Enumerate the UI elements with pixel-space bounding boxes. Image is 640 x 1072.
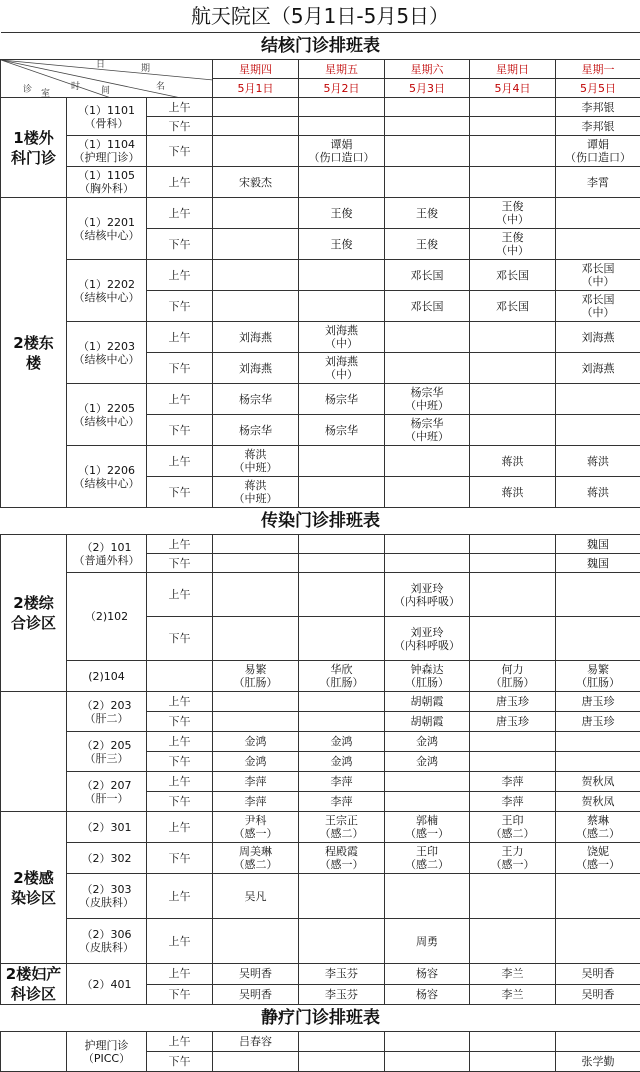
doctor-cell	[556, 1032, 640, 1052]
doctor-cell	[385, 477, 470, 508]
doctor-cell: 王俊	[385, 198, 470, 229]
section-title: 结核门诊排班表	[1, 33, 640, 60]
doctor-cell: 胡朝霞	[385, 712, 470, 732]
doctor-cell: 李邦银	[556, 117, 640, 136]
doctor-cell	[385, 322, 470, 353]
doctor-cell: 魏国	[556, 535, 640, 554]
doctor-cell	[213, 1052, 299, 1072]
doctor-cell: 王俊 （中）	[470, 198, 556, 229]
doctor-cell	[385, 772, 470, 792]
time-slot: 上午	[147, 384, 213, 415]
doctor-cell: 邓长国 （中）	[556, 291, 640, 322]
doctor-cell	[299, 98, 385, 117]
doctor-cell	[299, 1032, 385, 1052]
doctor-cell: 吴明香	[556, 984, 640, 1005]
time-slot: 下午	[147, 1052, 213, 1072]
doctor-cell: 蒋洪	[470, 446, 556, 477]
doctor-cell	[213, 919, 299, 964]
header-corner-label: 间	[101, 86, 110, 96]
room-label: （2）301	[67, 812, 147, 843]
doctor-cell	[556, 384, 640, 415]
doctor-cell: 刘海燕	[213, 353, 299, 384]
room-label: （2）203 （肝二）	[67, 692, 147, 732]
doctor-cell: 周勇	[385, 919, 470, 964]
doctor-cell: 杨宗华 （中班）	[385, 415, 470, 446]
weekday-header: 星期五	[299, 60, 385, 79]
time-slot: 上午	[147, 167, 213, 198]
time-slot: 上午	[147, 812, 213, 843]
doctor-cell	[470, 136, 556, 167]
doctor-cell	[213, 229, 299, 260]
time-slot: 下午	[147, 229, 213, 260]
time-slot: 下午	[147, 984, 213, 1005]
doctor-cell: 刘亚玲 （内科呼吸）	[385, 617, 470, 661]
doctor-cell	[556, 752, 640, 772]
doctor-cell	[470, 752, 556, 772]
time-slot: 下午	[147, 554, 213, 573]
header-corner-label: 诊	[23, 85, 32, 95]
room-label: （2）303 （皮肤科）	[67, 874, 147, 919]
doctor-cell	[470, 1052, 556, 1072]
doctor-cell	[556, 732, 640, 752]
area-label	[1, 692, 67, 812]
weekday-header: 星期六	[385, 60, 470, 79]
time-slot: 上午	[147, 573, 213, 617]
doctor-cell: 李萍	[213, 792, 299, 812]
doctor-cell: 谭娟 （伤口造口）	[556, 136, 640, 167]
doctor-cell: 何力 （肛肠）	[470, 661, 556, 692]
time-slot: 下午	[147, 136, 213, 167]
room-label: （1）2202 （结核中心）	[67, 260, 147, 322]
doctor-cell: 吴明香	[213, 964, 299, 985]
doctor-cell: 蒋洪 （中班）	[213, 446, 299, 477]
time-slot: 下午	[147, 353, 213, 384]
header-corner-label: 时	[71, 82, 80, 92]
doctor-cell	[470, 384, 556, 415]
doctor-cell	[385, 98, 470, 117]
doctor-cell: 易繁 （肛肠）	[556, 661, 640, 692]
doctor-cell	[213, 260, 299, 291]
doctor-cell	[299, 712, 385, 732]
doctor-cell: 刘海燕	[213, 322, 299, 353]
room-label: （1）2206 （结核中心）	[67, 446, 147, 508]
doctor-cell: 刘亚玲 （内科呼吸）	[385, 573, 470, 617]
weekday-header: 星期四	[213, 60, 299, 79]
weekday-header: 星期一	[556, 60, 640, 79]
doctor-cell: 郭楠 （感一）	[385, 812, 470, 843]
doctor-cell: 王力 （感一）	[470, 843, 556, 874]
time-slot: 下午	[147, 712, 213, 732]
doctor-cell: 贺秋凤	[556, 772, 640, 792]
header-corner	[1, 60, 213, 98]
header-corner-label: 室	[41, 89, 50, 98]
doctor-cell: 金鸿	[299, 732, 385, 752]
doctor-cell: 钟森达 （肛肠）	[385, 661, 470, 692]
time-slot: 上午	[147, 772, 213, 792]
room-label: （1）1105 （胸外科）	[67, 167, 147, 198]
doctor-cell	[470, 1032, 556, 1052]
doctor-cell	[556, 198, 640, 229]
section-title: 传染门诊排班表	[1, 508, 640, 535]
doctor-cell: 李邦银	[556, 98, 640, 117]
room-label: （2)102	[67, 573, 147, 661]
doctor-cell	[385, 167, 470, 198]
doctor-cell: 吴明香	[213, 984, 299, 1005]
doctor-cell: 吴凡	[213, 874, 299, 919]
time-slot: 下午	[147, 752, 213, 772]
doctor-cell	[385, 353, 470, 384]
doctor-cell: 杨容	[385, 964, 470, 985]
doctor-cell: 杨宗华	[213, 415, 299, 446]
doctor-cell: 王印 （感二）	[470, 812, 556, 843]
doctor-cell	[213, 98, 299, 117]
doctor-cell: 刘海燕 （中）	[299, 353, 385, 384]
room-label: （2）205 （肝三）	[67, 732, 147, 772]
room-label: 护理门诊 （PICC）	[67, 1032, 147, 1072]
doctor-cell: 李兰	[470, 984, 556, 1005]
header-corner-label: 期	[141, 64, 150, 74]
doctor-cell: 邓长国	[385, 260, 470, 291]
doctor-cell	[299, 554, 385, 573]
doctor-cell	[299, 1052, 385, 1072]
doctor-cell: 杨宗华	[299, 384, 385, 415]
doctor-cell: 李霄	[556, 167, 640, 198]
room-label: （2）306 （皮肤科）	[67, 919, 147, 964]
doctor-cell	[213, 573, 299, 617]
time-slot: 下午	[147, 477, 213, 508]
date-header: 5月3日	[385, 79, 470, 98]
doctor-cell: 王俊 （中）	[470, 229, 556, 260]
doctor-cell: 魏国	[556, 554, 640, 573]
area-label: 2楼综 合诊区	[1, 535, 67, 692]
doctor-cell: 李兰	[470, 964, 556, 985]
doctor-cell	[556, 617, 640, 661]
doctor-cell	[299, 117, 385, 136]
doctor-cell: 蒋洪	[470, 477, 556, 508]
time-slot: 上午	[147, 874, 213, 919]
time-slot: 下午	[147, 617, 213, 661]
doctor-cell	[299, 167, 385, 198]
doctor-cell: 金鸿	[385, 732, 470, 752]
doctor-cell: 吕春容	[213, 1032, 299, 1052]
time-slot: 上午	[147, 322, 213, 353]
doctor-cell: 唐玉珍	[470, 692, 556, 712]
doctor-cell: 贺秋凤	[556, 792, 640, 812]
doctor-cell	[470, 732, 556, 752]
header-corner-label: 日	[96, 60, 105, 70]
doctor-cell	[213, 692, 299, 712]
doctor-cell: 李玉芬	[299, 964, 385, 985]
time-slot: 下午	[147, 117, 213, 136]
date-header: 5月4日	[470, 79, 556, 98]
doctor-cell: 华欣 （肛肠）	[299, 661, 385, 692]
doctor-cell	[470, 573, 556, 617]
room-label: （1）1104 （护理门诊）	[67, 136, 147, 167]
doctor-cell: 李萍	[470, 792, 556, 812]
room-label: （2）302	[67, 843, 147, 874]
doctor-cell	[556, 874, 640, 919]
doctor-cell: 周美琳 （感二）	[213, 843, 299, 874]
doctor-cell: 刘海燕	[556, 322, 640, 353]
doctor-cell	[213, 554, 299, 573]
time-slot: 下午	[147, 415, 213, 446]
time-slot: 上午	[147, 692, 213, 712]
room-label: (2)104	[67, 661, 147, 692]
time-slot: 下午	[147, 291, 213, 322]
doctor-cell: 谭娟 （伤口造口）	[299, 136, 385, 167]
time-slot	[147, 661, 213, 692]
page-title: 航天院区（5月1日-5月5日）	[0, 0, 640, 32]
doctor-cell	[556, 573, 640, 617]
doctor-cell	[385, 117, 470, 136]
area-label: 2楼感 染诊区	[1, 812, 67, 964]
time-slot: 上午	[147, 964, 213, 985]
date-header: 5月5日	[556, 79, 640, 98]
doctor-cell: 宋毅杰	[213, 167, 299, 198]
doctor-cell: 邓长国	[470, 260, 556, 291]
doctor-cell	[470, 353, 556, 384]
doctor-cell	[299, 573, 385, 617]
doctor-cell	[470, 874, 556, 919]
doctor-cell	[213, 712, 299, 732]
time-slot: 上午	[147, 732, 213, 752]
doctor-cell: 蔡琳 （感二）	[556, 812, 640, 843]
doctor-cell: 邓长国	[470, 291, 556, 322]
doctor-cell: 唐玉珍	[470, 712, 556, 732]
room-label: （2）101 （普通外科）	[67, 535, 147, 573]
date-header: 5月2日	[299, 79, 385, 98]
schedule-table	[0, 32, 640, 1072]
doctor-cell: 王宗正 （感二）	[299, 812, 385, 843]
doctor-cell	[556, 229, 640, 260]
area-label: 2楼东 楼	[1, 198, 67, 508]
doctor-cell	[299, 291, 385, 322]
doctor-cell	[213, 117, 299, 136]
doctor-cell: 张学勤	[556, 1052, 640, 1072]
doctor-cell: 尹科 （感一）	[213, 812, 299, 843]
doctor-cell: 杨宗华 （中班）	[385, 384, 470, 415]
doctor-cell	[213, 136, 299, 167]
area-label: 1楼外 科门诊	[1, 98, 67, 198]
doctor-cell	[385, 1032, 470, 1052]
room-label: （2）207 （肝一）	[67, 772, 147, 812]
area-label: 2楼妇产 科诊区	[1, 964, 67, 1005]
doctor-cell: 唐玉珍	[556, 712, 640, 732]
doctor-cell: 杨宗华	[299, 415, 385, 446]
doctor-cell	[385, 554, 470, 573]
header-corner-label: 名	[156, 82, 165, 92]
doctor-cell	[470, 98, 556, 117]
room-label: （1）2203 （结核中心）	[67, 322, 147, 384]
doctor-cell	[213, 535, 299, 554]
doctor-cell: 杨容	[385, 984, 470, 1005]
doctor-cell: 唐玉珍	[556, 692, 640, 712]
time-slot: 上午	[147, 98, 213, 117]
time-slot: 上午	[147, 446, 213, 477]
area-label	[1, 1032, 67, 1072]
time-slot: 下午	[147, 843, 213, 874]
doctor-cell	[299, 617, 385, 661]
doctor-cell: 金鸿	[299, 752, 385, 772]
doctor-cell	[556, 919, 640, 964]
doctor-cell	[470, 554, 556, 573]
doctor-cell	[299, 260, 385, 291]
room-label: （1）2201 （结核中心）	[67, 198, 147, 260]
doctor-cell: 李萍	[299, 772, 385, 792]
doctor-cell: 王印 （感二）	[385, 843, 470, 874]
doctor-cell: 胡朝霞	[385, 692, 470, 712]
doctor-cell: 蒋洪	[556, 477, 640, 508]
doctor-cell: 刘海燕 （中）	[299, 322, 385, 353]
time-slot: 上午	[147, 198, 213, 229]
doctor-cell: 程殿霞 （感一）	[299, 843, 385, 874]
doctor-cell	[213, 291, 299, 322]
doctor-cell	[385, 792, 470, 812]
doctor-cell: 李玉芬	[299, 984, 385, 1005]
doctor-cell	[385, 1052, 470, 1072]
doctor-cell: 金鸿	[385, 752, 470, 772]
doctor-cell	[299, 446, 385, 477]
doctor-cell: 王俊	[299, 229, 385, 260]
room-label: （1）2205 （结核中心）	[67, 384, 147, 446]
doctor-cell: 李萍	[299, 792, 385, 812]
doctor-cell	[385, 136, 470, 167]
doctor-cell: 王俊	[385, 229, 470, 260]
time-slot: 上午	[147, 1032, 213, 1052]
time-slot: 下午	[147, 792, 213, 812]
doctor-cell: 杨宗华	[213, 384, 299, 415]
room-label: （1）1101 （骨科）	[67, 98, 147, 136]
doctor-cell	[299, 919, 385, 964]
doctor-cell	[299, 535, 385, 554]
doctor-cell: 饶妮 （感一）	[556, 843, 640, 874]
time-slot: 上午	[147, 535, 213, 554]
doctor-cell	[299, 477, 385, 508]
doctor-cell: 王俊	[299, 198, 385, 229]
doctor-cell	[470, 167, 556, 198]
doctor-cell: 易繁 （肛肠）	[213, 661, 299, 692]
doctor-cell	[385, 535, 470, 554]
doctor-cell	[556, 415, 640, 446]
doctor-cell: 蒋洪	[556, 446, 640, 477]
doctor-cell	[213, 198, 299, 229]
doctor-cell: 蒋洪 （中班）	[213, 477, 299, 508]
section-title: 静疗门诊排班表	[1, 1005, 640, 1032]
time-slot: 上午	[147, 919, 213, 964]
doctor-cell: 李萍	[213, 772, 299, 792]
doctor-cell	[470, 322, 556, 353]
doctor-cell: 刘海燕	[556, 353, 640, 384]
doctor-cell: 金鸿	[213, 732, 299, 752]
doctor-cell	[470, 117, 556, 136]
time-slot: 上午	[147, 260, 213, 291]
doctor-cell	[213, 617, 299, 661]
doctor-cell	[299, 692, 385, 712]
doctor-cell	[385, 874, 470, 919]
doctor-cell	[470, 415, 556, 446]
doctor-cell: 邓长国	[385, 291, 470, 322]
doctor-cell	[470, 919, 556, 964]
doctor-cell: 吴明香	[556, 964, 640, 985]
doctor-cell	[470, 617, 556, 661]
date-header: 5月1日	[213, 79, 299, 98]
doctor-cell	[385, 446, 470, 477]
doctor-cell	[470, 535, 556, 554]
room-label: （2）401	[67, 964, 147, 1005]
doctor-cell: 金鸿	[213, 752, 299, 772]
doctor-cell	[299, 874, 385, 919]
weekday-header: 星期日	[470, 60, 556, 79]
doctor-cell: 李萍	[470, 772, 556, 792]
doctor-cell: 邓长国 （中）	[556, 260, 640, 291]
